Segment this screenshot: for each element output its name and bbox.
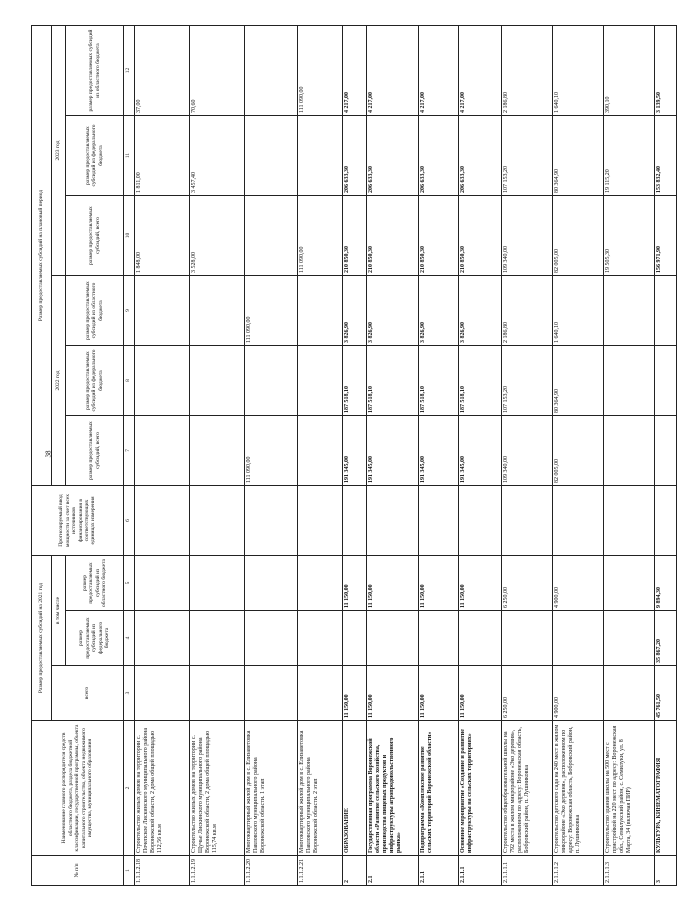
cell-2021-fed — [298, 611, 343, 666]
cell-2021-total: 6 250,00 — [502, 666, 553, 721]
row-name: ОБРАЗОВАНИЕ — [343, 721, 367, 856]
cell-2021-obl: 11 150,00 — [367, 556, 419, 611]
cell-capacity — [135, 486, 190, 556]
cell-2022-obl — [604, 276, 655, 346]
header-2022-obl: размер предоставляемых субсидий из областного бюджета — [66, 276, 124, 346]
cell-2022-obl: 2 186,80 — [502, 276, 553, 346]
column-number: 12 — [124, 25, 135, 115]
row-name: Государственная программа Воронежской области «Развитие сельского хозяйства, производства пищевых продуктов и инфраструктуры агропродовольственного рынка» — [367, 721, 419, 856]
cell-capacity — [459, 486, 502, 556]
column-number: 1 — [124, 856, 135, 886]
cell-2023-fed — [245, 116, 298, 196]
row-number: 2.1.1.1.3 — [604, 856, 655, 886]
cell-2021-total: 11 150,00 — [459, 666, 502, 721]
cell-2022-fed: 187 518,10 — [419, 346, 459, 416]
column-number: 4 — [124, 611, 135, 666]
cell-capacity — [343, 486, 367, 556]
row-name: Строительство здания школы на 500 мест с пристройкой на 220 мест по адресу: Воронежская обл., Семилукский район, с. Семилуки, ул. 8 Марта, 34 (включая ПИР) — [604, 721, 655, 856]
cell-2021-obl — [190, 556, 245, 611]
row-number: 3 — [655, 856, 677, 886]
cell-2021-total: 11 150,00 — [343, 666, 367, 721]
cell-2022-fed — [655, 346, 677, 416]
column-number: 11 — [124, 116, 135, 196]
header-2023-fed: размер предоставляемых субсидий из федерального бюджета — [66, 116, 124, 196]
cell-2022-fed: 187 518,10 — [367, 346, 419, 416]
row-name: Строительство жилых домов на территории с. Щучье Лискинского муниципального района Воронежской области, 2 дома общей площадью 115,74 кв.м — [190, 721, 245, 856]
cell-2021-fed — [190, 611, 245, 666]
cell-2023-total: 210 850,30 — [343, 196, 367, 276]
cell-2022-obl: 3 826,90 — [343, 276, 367, 346]
cell-2023-total — [245, 196, 298, 276]
cell-2023-obl: 2 186,80 — [502, 25, 553, 115]
cell-2023-fed: 1 811,00 — [135, 116, 190, 196]
table-row — [459, 25, 502, 885]
header-2021-including: в том числе — [52, 556, 66, 666]
cell-2021-fed: 35 867,20 — [655, 611, 677, 666]
cell-2023-obl: 4 217,00 — [419, 25, 459, 115]
cell-2023-total: 109 340,00 — [502, 196, 553, 276]
column-number: 2 — [124, 721, 135, 856]
cell-2021-obl: 6 250,00 — [502, 556, 553, 611]
cell-2021-total — [245, 666, 298, 721]
cell-2021-total — [298, 666, 343, 721]
cell-2022-obl — [135, 276, 190, 346]
cell-2023-fed: 107 153,20 — [502, 116, 553, 196]
header-name: Наименование главного распорядителя средств областного бюджета, раздела бюджетной классификации, государственной программы, объекта капитального строительства, объекта недвижимого имущества, муниципального образования — [32, 721, 124, 856]
cell-2022-total: 82 005,00 — [553, 416, 604, 486]
header-2021-obl: размер предоставляемых субсидий из областного бюджета — [66, 556, 124, 611]
cell-2022-fed — [245, 346, 298, 416]
cell-2022-fed — [604, 346, 655, 416]
row-name: Основное мероприятие «Создание и развитие инфраструктуры на сельских территориях» — [459, 721, 502, 856]
table-row — [135, 25, 190, 885]
cell-2023-obl: 1 640,10 — [553, 25, 604, 115]
cell-2021-obl — [245, 556, 298, 611]
column-number-row — [124, 25, 135, 885]
row-number: 1.1.1.2.19 — [190, 856, 245, 886]
row-name: Многоквартирный жилой дом в с. Елизаветовка Павловского муниципального района Воронежской области. 2 этап — [298, 721, 343, 856]
cell-2023-obl: 4 217,00 — [459, 25, 502, 115]
cell-2022-total — [604, 416, 655, 486]
row-name: Подпрограмма «Комплексное развитие сельских территорий Воронежской области» — [419, 721, 459, 856]
cell-2023-total: 1 848,00 — [135, 196, 190, 276]
cell-2022-obl: 3 826,90 — [367, 276, 419, 346]
cell-2023-total: 19 505,30 — [604, 196, 655, 276]
table-row — [604, 25, 655, 885]
row-number: 2.1.1.1 — [459, 856, 502, 886]
cell-2023-fed: 206 633,30 — [343, 116, 367, 196]
row-number: 2.1.1 — [419, 856, 459, 886]
header-no: № п/п — [32, 856, 124, 886]
header-2021: Размер предоставляемых субсидий на 2021 год — [32, 556, 52, 721]
cell-2021-fed — [343, 611, 367, 666]
cell-capacity — [655, 486, 677, 556]
cell-2022-total: 191 345,00 — [459, 416, 502, 486]
cell-2021-fed — [245, 611, 298, 666]
cell-2023-fed: 19 115,20 — [604, 116, 655, 196]
cell-2021-fed — [502, 611, 553, 666]
table-row — [367, 25, 419, 885]
cell-2022-fed: 107 153,20 — [502, 346, 553, 416]
cell-2022-total: 111 090,00 — [245, 416, 298, 486]
cell-2023-fed: 206 633,30 — [419, 116, 459, 196]
header-year-2023: 2023 год — [52, 25, 66, 275]
cell-2022-obl — [190, 276, 245, 346]
table-row — [245, 25, 298, 885]
cell-2023-fed: 3 457,40 — [190, 116, 245, 196]
header-2023-total: размер предоставляемых субсидий, всего — [66, 196, 124, 276]
cell-capacity — [419, 486, 459, 556]
cell-2022-fed: 187 518,10 — [459, 346, 502, 416]
cell-2022-fed: 187 518,10 — [343, 346, 367, 416]
cell-capacity — [604, 486, 655, 556]
cell-2021-fed — [419, 611, 459, 666]
cell-2023-obl: 3 139,50 — [655, 25, 677, 115]
cell-2021-total — [604, 666, 655, 721]
cell-2023-fed: 206 633,30 — [367, 116, 419, 196]
header-2023-obl: размер предоставляемых субсидий из областного бюджета — [66, 25, 124, 115]
cell-2023-fed: 80 364,90 — [553, 116, 604, 196]
row-name: Многоквартирный жилой дом в с. Елизаветовка Павловского муниципального района Воронежской области. 1 этап — [245, 721, 298, 856]
row-name: Строительство детского сада на 240 мест в жилом микрорайоне «Эко деревня», расположенном по адресу: Воронежская область, Бобровский район, п. Лушниковка — [553, 721, 604, 856]
cell-2022-obl: 3 826,90 — [459, 276, 502, 346]
cell-2023-obl: 111 090,00 — [298, 25, 343, 115]
cell-2021-fed — [604, 611, 655, 666]
cell-2022-total: 191 345,00 — [343, 416, 367, 486]
cell-2023-fed: 206 633,30 — [459, 116, 502, 196]
cell-capacity — [298, 486, 343, 556]
row-name: КУЛЬТУРА, КИНЕМАТОГРАФИЯ — [655, 721, 677, 856]
cell-2023-obl: 37,00 — [135, 25, 190, 115]
cell-2022-obl: 111 090,00 — [245, 276, 298, 346]
cell-2023-total: 210 850,30 — [367, 196, 419, 276]
column-number: 5 — [124, 556, 135, 611]
cell-2023-total: 210 850,30 — [419, 196, 459, 276]
cell-2022-obl: 1 640,10 — [553, 276, 604, 346]
cell-2022-total — [190, 416, 245, 486]
cell-2023-fed — [298, 116, 343, 196]
table-row — [502, 25, 553, 885]
row-number: 2.1.1.1.1 — [502, 856, 553, 886]
cell-2021-obl — [604, 556, 655, 611]
cell-2023-total: 210 850,30 — [459, 196, 502, 276]
cell-2021-total: 11 150,00 — [419, 666, 459, 721]
cell-2023-total: 111 090,00 — [298, 196, 343, 276]
cell-2021-fed — [135, 611, 190, 666]
cell-2022-total: 191 345,00 — [419, 416, 459, 486]
cell-2022-total — [135, 416, 190, 486]
cell-2023-obl: 70,60 — [190, 25, 245, 115]
cell-2022-obl — [655, 276, 677, 346]
header-2022-fed: размер предоставляемых субсидий из федерального бюджета — [66, 346, 124, 416]
cell-2021-obl: 11 150,00 — [459, 556, 502, 611]
row-number: 1.1.1.2.21 — [298, 856, 343, 886]
cell-2023-obl — [245, 25, 298, 115]
cell-2021-fed — [367, 611, 419, 666]
column-number: 6 — [124, 486, 135, 556]
table-row — [553, 25, 604, 885]
header-2021-total: всего — [52, 666, 124, 721]
cell-2021-obl — [298, 556, 343, 611]
table-row — [419, 25, 459, 885]
cell-2021-obl: 9 894,30 — [655, 556, 677, 611]
cell-capacity — [245, 486, 298, 556]
page-number: 38 — [44, 450, 53, 458]
cell-2021-fed — [459, 611, 502, 666]
cell-capacity — [553, 486, 604, 556]
cell-2022-obl — [298, 276, 343, 346]
cell-2022-fed: 80 364,90 — [553, 346, 604, 416]
cell-2023-fed: 153 832,40 — [655, 116, 677, 196]
cell-2023-total: 82 005,00 — [553, 196, 604, 276]
cell-2021-obl — [135, 556, 190, 611]
cell-2021-total: 45 761,50 — [655, 666, 677, 721]
table-row — [298, 25, 343, 885]
cell-2021-total: 11 150,00 — [367, 666, 419, 721]
cell-2021-obl: 4 900,00 — [553, 556, 604, 611]
cell-2022-fed — [135, 346, 190, 416]
cell-capacity — [502, 486, 553, 556]
row-number: 2.1.1.1.2 — [553, 856, 604, 886]
cell-2021-total: 4 900,00 — [553, 666, 604, 721]
rotated-table-page — [31, 26, 662, 886]
cell-2023-total: 3 528,00 — [190, 196, 245, 276]
table-row — [190, 25, 245, 885]
column-number: 9 — [124, 276, 135, 346]
cell-2022-total — [655, 416, 677, 486]
subsidy-table — [31, 25, 677, 886]
cell-2022-fed — [190, 346, 245, 416]
cell-2023-obl: 390,10 — [604, 25, 655, 115]
table-row — [343, 25, 367, 885]
cell-2021-fed — [553, 611, 604, 666]
cell-2021-obl: 11 150,00 — [419, 556, 459, 611]
cell-capacity — [190, 486, 245, 556]
cell-2022-total: 191 345,00 — [367, 416, 419, 486]
row-name: Строительство жилых домов на территории с. Почепское Лискинского муниципального района Воронежской области, 2 дома общей площадью 112,56 кв.м — [135, 721, 190, 856]
header-plan-period: Размер предоставляемых субсидий на плановый период — [32, 25, 52, 485]
cell-2022-obl: 3 826,90 — [419, 276, 459, 346]
cell-2022-total — [298, 416, 343, 486]
cell-2022-fed — [298, 346, 343, 416]
cell-capacity — [367, 486, 419, 556]
cell-2021-total — [135, 666, 190, 721]
column-number: 10 — [124, 196, 135, 276]
row-number: 1.1.1.2.18 — [135, 856, 190, 886]
cell-2021-total — [190, 666, 245, 721]
cell-2023-obl: 4 217,00 — [343, 25, 367, 115]
table-row — [655, 25, 677, 885]
header-2021-fed: размер предоставляемых субсидий из федерального бюджета — [66, 611, 124, 666]
row-number: 2 — [343, 856, 367, 886]
column-number: 8 — [124, 346, 135, 416]
header-capacity: Прогнозируемый ввод мощности за счет всех источников финансирования в соответствующих единицах измерения — [32, 486, 124, 556]
cell-2022-total: 109 340,00 — [502, 416, 553, 486]
header-year-2022: 2022 год — [52, 276, 66, 486]
cell-2021-obl: 11 150,00 — [343, 556, 367, 611]
cell-2023-total: 156 971,90 — [655, 196, 677, 276]
row-name: Строительство общеобразовательной школы на 792 места в жилом микрорайоне «Эко деревня», расположенном по адресу: Воронежская область, Бобровский район, п. Лушниковка — [502, 721, 553, 856]
row-number: 1.1.1.2.20 — [245, 856, 298, 886]
column-number: 7 — [124, 416, 135, 486]
row-number: 2.1 — [367, 856, 419, 886]
cell-2023-obl: 4 217,00 — [367, 25, 419, 115]
header-2022-total: размер предоставляемых субсидий, всего — [66, 416, 124, 486]
column-number: 3 — [124, 666, 135, 721]
